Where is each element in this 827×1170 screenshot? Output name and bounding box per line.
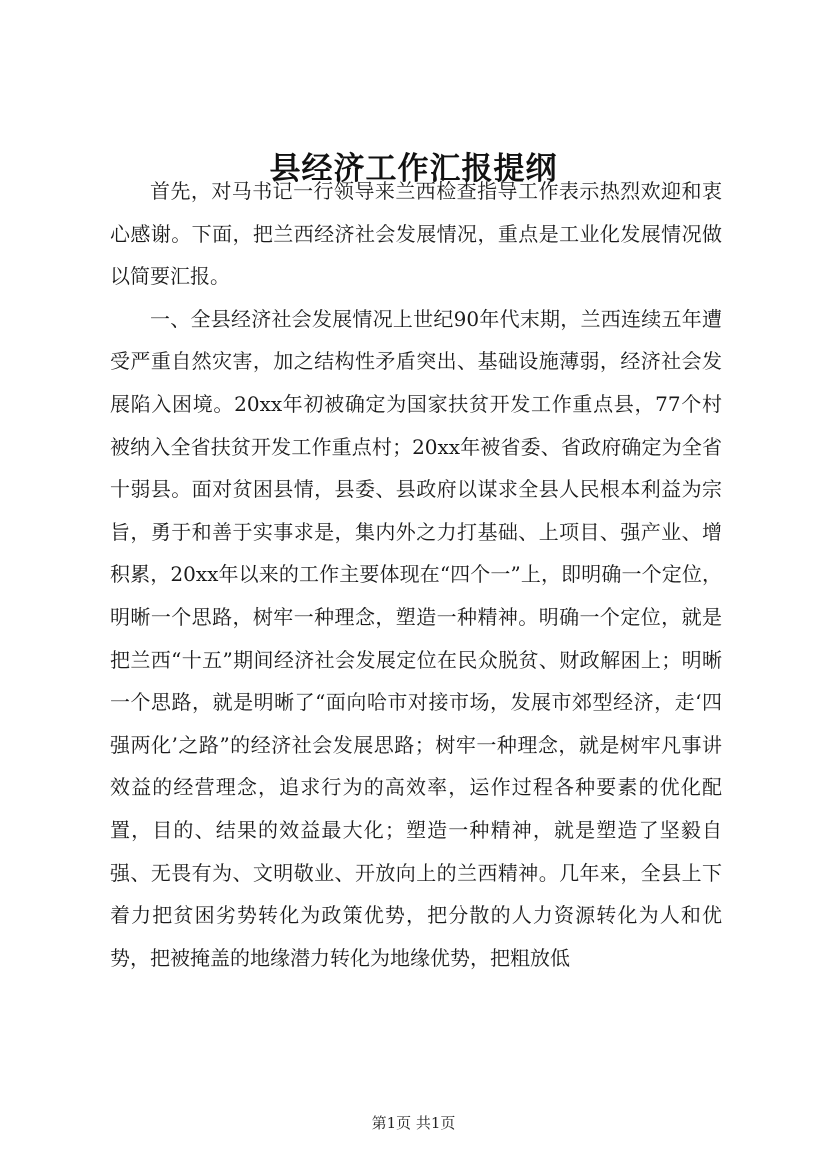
document-title: 县经济工作汇报提纲 bbox=[269, 151, 558, 187]
document-body bbox=[110, 170, 722, 979]
paragraph-intro: 首先，对马书记一行领导来兰西检查指导工作表示热烈欢迎和衷心感谢。下面，把兰西经济社会发展情况，重点是工业化发展情况做以简要汇报。 bbox=[110, 179, 722, 289]
page-number-footer: 第1页 共1页 bbox=[371, 1114, 456, 1132]
paragraph-section-one: 一、全县经济社会发展情况上世纪90年代末期，兰西连续五年遭受严重自然灾害，加之结构性矛盾突出、基础设施薄弱，经济社会发展陷入困境。20xx年初被确定为国家扶贫开发工作重点县，77个村被纳入全省扶贫开发工作重点村；20xx年被省委、省政府确定为全省十弱县。面对贫困县情，县委、县政府以谋求全县人民根本利益为宗旨，勇于和善于实事求是，集内外之力打基础、上项目、强产业、增积累，20xx年以来的工作主要体现在“四个一”上，即明确一个定位，明晰一个思路，树牢一种理念，塑造一种精神。明确一个定位，就是把兰西“十五”期间经济社会发展定位在民众脱贫、财政解困上；明晰一个思路，就是明晰了“面向哈市对接市场，发展市郊型经济，走‘四强两化’之路”的经济社会发展思路；树牢一种理念，就是树牢凡事讲效益的经营理念，追求行为的高效率，运作过程各种要素的优化配置，目的、结果的效益最大化；塑造一种精神，就是塑造了坚毅自强、无畏有为、文明敬业、开放向上的兰西精神。几年来，全县上下着力把贫困劣势转化为政策优势，把分散的人力资源转化为人和优势，把被掩盖的地缘潜力转化为地缘优势，把粗放低 bbox=[110, 306, 722, 970]
